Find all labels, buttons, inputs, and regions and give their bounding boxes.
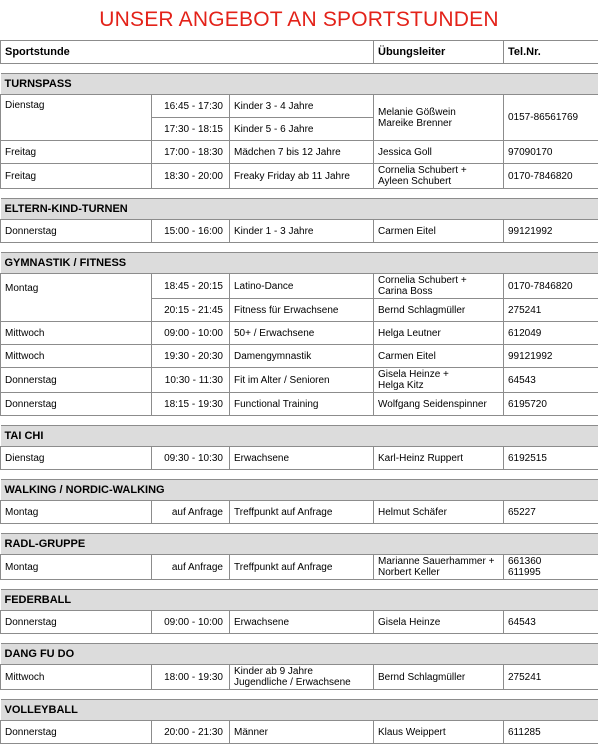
section-walking (1, 480, 598, 501)
section-title: VOLLEYBALL (1, 700, 598, 721)
phone-cell: 0170-7846820 (504, 164, 598, 189)
leader-cell: Klaus Weippert (374, 721, 504, 744)
group-cell: Kinder ab 9 Jahre Jugendliche / Erwachsene (230, 665, 374, 690)
table-row (1, 141, 598, 164)
group-cell: Fit im Alter / Senioren (230, 368, 374, 393)
group-cell: Freaky Friday ab 11 Jahre (230, 164, 374, 189)
phone-cell: 611285 (504, 721, 598, 744)
table-row (1, 274, 598, 299)
leader-cell: Cornelia Schubert + Ayleen Schubert (374, 164, 504, 189)
table-header-row (1, 41, 598, 64)
group-cell: Erwachsene (230, 611, 374, 634)
section-title: DANG FU DO (1, 644, 598, 665)
day-cell: Montag (1, 274, 152, 322)
group-cell: Damengymnastik (230, 345, 374, 368)
table-row (1, 164, 598, 189)
day-cell: Montag (1, 555, 152, 580)
phone-cell: 97090170 (504, 141, 598, 164)
day-cell: Donnerstag (1, 611, 152, 634)
time-cell: auf Anfrage (152, 555, 230, 580)
table-row (1, 721, 598, 744)
time-cell: 18:15 - 19:30 (152, 393, 230, 416)
leader-cell: Marianne Sauerhammer + Norbert Keller (374, 555, 504, 580)
phone-cell: 6192515 (504, 447, 598, 470)
time-cell: 10:30 - 11:30 (152, 368, 230, 393)
leader-cell: Cornelia Schubert + Carina Boss (374, 274, 504, 299)
group-cell: Functional Training (230, 393, 374, 416)
phone-cell: 99121992 (504, 345, 598, 368)
day-cell: Freitag (1, 164, 152, 189)
leader-cell: Wolfgang Seidenspinner (374, 393, 504, 416)
leader-cell: Jessica Goll (374, 141, 504, 164)
day-cell: Dienstag (1, 95, 152, 141)
time-cell: 15:00 - 16:00 (152, 220, 230, 243)
section-radl-gruppe (1, 534, 598, 555)
table-row (1, 345, 598, 368)
sports-schedule-table (0, 40, 598, 744)
section-dang-fu-do (1, 644, 598, 665)
day-cell: Montag (1, 501, 152, 524)
phone-cell: 64543 (504, 611, 598, 634)
time-cell: 19:30 - 20:30 (152, 345, 230, 368)
time-cell: 09:00 - 10:00 (152, 322, 230, 345)
table-row (1, 447, 598, 470)
group-cell: Kinder 5 - 6 Jahre (230, 118, 374, 141)
group-cell: Treffpunkt auf Anfrage (230, 501, 374, 524)
header-uebungsleiter: Übungsleiter (374, 41, 504, 64)
phone-cell: 65227 (504, 501, 598, 524)
phone-cell: 661360 611995 (504, 555, 598, 580)
group-cell: Erwachsene (230, 447, 374, 470)
leader-cell: Carmen Eitel (374, 220, 504, 243)
leader-cell: Gisela Heinze + Helga Kitz (374, 368, 504, 393)
time-cell: 09:30 - 10:30 (152, 447, 230, 470)
group-cell: Kinder 3 - 4 Jahre (230, 95, 374, 118)
section-title: GYMNASTIK / FITNESS (1, 253, 598, 274)
time-cell: 18:45 - 20:15 (152, 274, 230, 299)
section-title: RADL-GRUPPE (1, 534, 598, 555)
section-eltern-kind-turnen (1, 199, 598, 220)
table-row (1, 322, 598, 345)
phone-cell: 0170-7846820 (504, 274, 598, 299)
day-cell: Mittwoch (1, 665, 152, 690)
phone-cell: 0157-86561769 (504, 95, 598, 141)
day-cell: Donnerstag (1, 368, 152, 393)
time-cell: 18:30 - 20:00 (152, 164, 230, 189)
section-title: FEDERBALL (1, 590, 598, 611)
section-tai-chi (1, 426, 598, 447)
section-title: TURNSPASS (1, 74, 598, 95)
leader-cell: Helga Leutner (374, 322, 504, 345)
time-cell: 18:00 - 19:30 (152, 665, 230, 690)
time-cell: 17:30 - 18:15 (152, 118, 230, 141)
table-row (1, 393, 598, 416)
leader-cell: Bernd Schlagmüller (374, 665, 504, 690)
day-cell: Mittwoch (1, 322, 152, 345)
group-cell: Treffpunkt auf Anfrage (230, 555, 374, 580)
table-row (1, 611, 598, 634)
table-row (1, 555, 598, 580)
day-cell: Dienstag (1, 447, 152, 470)
table-row (1, 665, 598, 690)
phone-cell: 64543 (504, 368, 598, 393)
time-cell: 17:00 - 18:30 (152, 141, 230, 164)
table-row (1, 220, 598, 243)
day-cell: Freitag (1, 141, 152, 164)
time-cell: 09:00 - 10:00 (152, 611, 230, 634)
section-title: WALKING / NORDIC-WALKING (1, 480, 598, 501)
leader-cell: Bernd Schlagmüller (374, 299, 504, 322)
time-cell: 20:00 - 21:30 (152, 721, 230, 744)
phone-cell: 99121992 (504, 220, 598, 243)
section-title: ELTERN-KIND-TURNEN (1, 199, 598, 220)
leader-cell: Carmen Eitel (374, 345, 504, 368)
group-cell: 50+ / Erwachsene (230, 322, 374, 345)
table-row (1, 95, 598, 118)
group-cell: Fitness für Erwachsene (230, 299, 374, 322)
section-title: TAI CHI (1, 426, 598, 447)
group-cell: Mädchen 7 bis 12 Jahre (230, 141, 374, 164)
group-cell: Männer (230, 721, 374, 744)
leader-cell: Karl-Heinz Ruppert (374, 447, 504, 470)
section-volleyball (1, 700, 598, 721)
header-telnr: Tel.Nr. (504, 41, 598, 64)
time-cell: 20:15 - 21:45 (152, 299, 230, 322)
day-cell: Mittwoch (1, 345, 152, 368)
table-row (1, 368, 598, 393)
section-turnspass (1, 74, 598, 95)
header-sportstunde: Sportstunde (1, 41, 374, 64)
section-gymnastik-fitness (1, 253, 598, 274)
leader-cell: Helmut Schäfer (374, 501, 504, 524)
phone-cell: 275241 (504, 299, 598, 322)
time-cell: 16:45 - 17:30 (152, 95, 230, 118)
day-cell: Donnerstag (1, 721, 152, 744)
table-row (1, 501, 598, 524)
page-title: UNSER ANGEBOT AN SPORTSTUNDEN (0, 0, 598, 40)
group-cell: Latino-Dance (230, 274, 374, 299)
phone-cell: 6195720 (504, 393, 598, 416)
phone-cell: 612049 (504, 322, 598, 345)
group-cell: Kinder 1 - 3 Jahre (230, 220, 374, 243)
time-cell: auf Anfrage (152, 501, 230, 524)
section-federball (1, 590, 598, 611)
phone-cell: 275241 (504, 665, 598, 690)
day-cell: Donnerstag (1, 393, 152, 416)
day-cell: Donnerstag (1, 220, 152, 243)
leader-cell: Gisela Heinze (374, 611, 504, 634)
leader-cell: Melanie Gößwein Mareike Brenner (374, 95, 504, 141)
